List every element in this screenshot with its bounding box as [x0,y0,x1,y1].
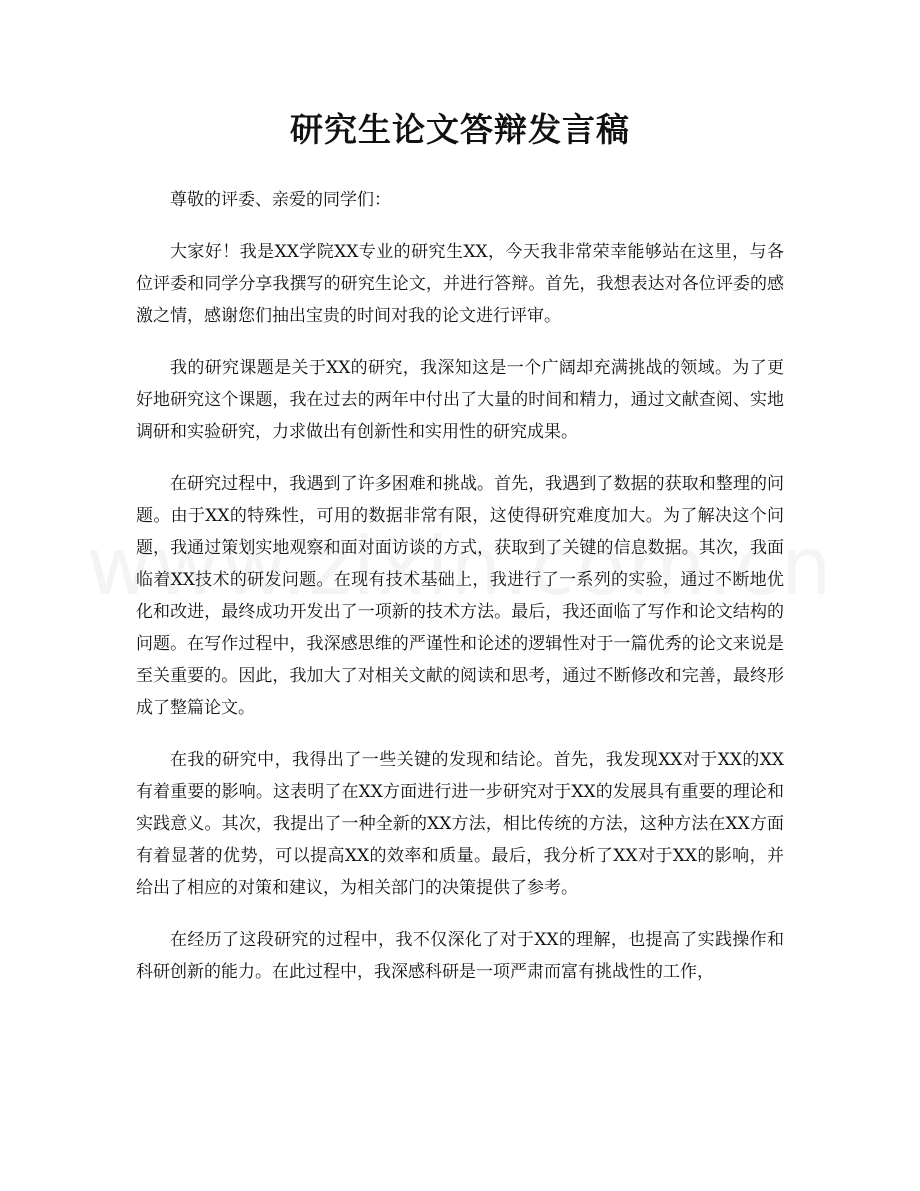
paragraph: 在我的研究中，我得出了一些关键的发现和结论。首先，我发现XX对于XX的XX有着重要的影响。这表明了在XX方面进行进一步研究对于XX的发展具有重要的理论和实践意义。其次，我提出了一种全新的XX方法，相比传统的方法，这种方法在XX方面有着显著的优势，可以提高XX的效率和质量。最后，我分析了XX对于XX的影响，并给出了相应的对策和建议，为相关部门的决策提供了参考。 [136,750,784,898]
document-title: 研究生论文答辩发言稿 [290,110,630,149]
salutation: 尊敬的评委、亲爱的同学们： [170,190,391,210]
paragraph: 在经历了这段研究的过程中，我不仅深化了对于XX的理解，也提高了实践操作和科研创新的能力。在此过程中，我深感科研是一项严肃而富有挑战性的工作， [136,930,784,982]
paragraph: 我的研究课题是关于XX的研究，我深知这是一个广阔却充满挑战的领域。为了更好地研究这个课题，我在过去的两年中付出了大量的时间和精力，通过文献查阅、实地调研和实验研究，力求做出有创新性和实用性的研究成果。 [136,358,784,442]
paragraph: 在研究过程中，我遇到了许多困难和挑战。首先，我遇到了数据的获取和整理的问题。由于XX的特殊性，可用的数据非常有限，这使得研究难度加大。为了解决这个问题，我通过策划实地观察和面对面访谈的方式，获取到了关键的信息数据。其次，我面临着XX技术的研发问题。在现有技术基础上，我进行了一系列的实验，通过不断地优化和改进，最终成功开发出了一项新的技术方法。最后，我还面临了写作和论文结构的问题。在写作过程中，我深感思维的严谨性和论述的逻辑性对于一篇优秀的论文来说是至关重要的。因此，我加大了对相关文献的阅读和思考，通过不断修改和完善，最终形成了整篇论文。 [136,474,784,718]
paragraph: 大家好！我是XX学院XX专业的研究生XX，今天我非常荣幸能够站在这里，与各位评委和同学分享我撰写的研究生论文，并进行答辩。首先，我想表达对各位评委的感激之情，感谢您们抽出宝贵的时间对我的论文进行评审。 [136,242,784,326]
document-body [136,184,784,1008]
